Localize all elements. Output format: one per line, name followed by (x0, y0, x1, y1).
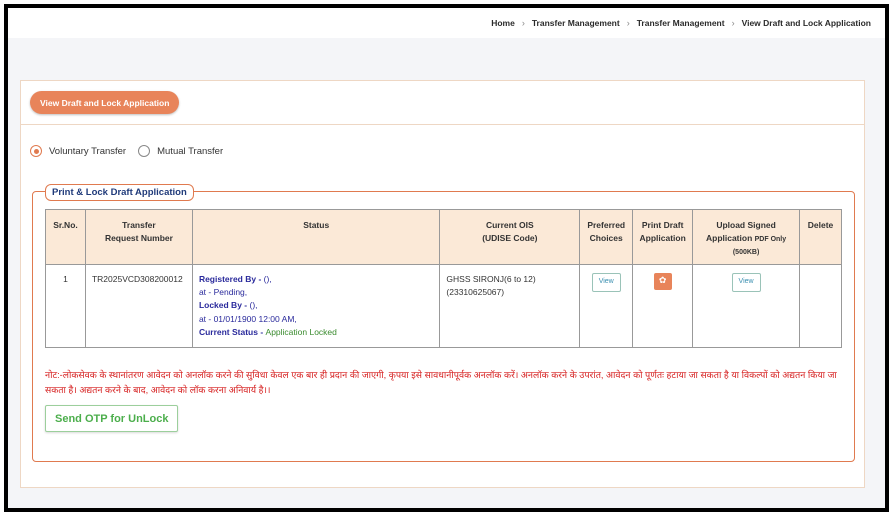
voluntary-transfer-radio[interactable] (30, 145, 42, 157)
cell-request-number: TR2025VCD308200012 (85, 265, 192, 348)
col-status: Status (192, 210, 439, 265)
send-otp-unlock-button[interactable]: Send OTP for UnLock (45, 405, 178, 432)
col-preferred-choices: Preferred Choices (580, 210, 633, 265)
view-draft-lock-button[interactable]: View Draft and Lock Application (30, 91, 179, 114)
table-header-row (46, 210, 842, 265)
section-legend: Print & Lock Draft Application (45, 184, 194, 201)
mutual-transfer-radio[interactable] (138, 145, 150, 157)
chevron-right-icon: › (626, 18, 630, 28)
cell-preferred-choices (580, 265, 633, 348)
voluntary-transfer-label[interactable]: Voluntary Transfer (49, 145, 127, 157)
unlock-note: नोट:-लोकसेवक के स्थानांतरण आवेदन को अनलॉक करने की सुविधा केवल एक बार ही प्रदान की जाएगी, कृपया इसे सावधानीपूर्वक अनलॉक करें। अनलॉक करने के उपरांत, आवेदन को पूर्णतः हटाया जा सकता है या विकल्पों को अद्यतन किया जा सकता है। अद्यतन करने के बाद, आवेदन को लॉक करना अनिवार्य है।। (45, 370, 837, 396)
cell-sr-no: 1 (46, 265, 86, 348)
current-status-label: Current Status - (198, 326, 266, 337)
cell-current-ois (440, 265, 580, 348)
col-sr-no: Sr.No. (46, 210, 86, 265)
table-row (46, 265, 842, 348)
cell-delete (799, 265, 841, 348)
col-upload-signed: Upload Signed Application PDF Only (500KB) (693, 210, 800, 265)
registered-by-value: (), (263, 274, 272, 284)
print-lock-section (32, 187, 855, 462)
breadcrumb-current: View Draft and Lock Application (741, 18, 871, 28)
print-draft-button[interactable] (654, 273, 672, 290)
registered-at: at - Pending, (198, 287, 248, 298)
application-table (45, 209, 842, 348)
gear-icon: ✿ (658, 275, 667, 285)
view-preferred-choices-button[interactable]: View (592, 273, 621, 292)
col-print-draft: Print Draft Application (633, 210, 693, 265)
cell-status (192, 265, 439, 348)
view-signed-application-button[interactable]: View (732, 273, 761, 292)
cell-upload-signed (693, 265, 800, 348)
col-current-ois: Current OIS (UDISE Code) (440, 210, 580, 265)
ois-school-name: GHSS SIRONJ(6 to 12) (446, 274, 536, 284)
breadcrumb-transfer-management[interactable]: Transfer Management (531, 18, 620, 28)
locked-at: at - 01/01/1900 12:00 AM, (198, 313, 297, 324)
locked-by-value: (), (249, 300, 258, 311)
cell-print-draft (633, 265, 693, 348)
breadcrumb-transfer-management-sub[interactable]: Transfer Management (636, 18, 725, 28)
ois-udise-code: (23310625067) (446, 287, 505, 298)
col-delete: Delete (799, 210, 841, 265)
locked-by-label: Locked By - (198, 300, 250, 311)
mutual-transfer-label[interactable]: Mutual Transfer (157, 145, 224, 157)
current-status-value: Application Locked (265, 326, 337, 337)
col-transfer-request: Transfer Request Number (85, 210, 192, 265)
app-window (4, 4, 889, 512)
breadcrumb-home[interactable]: Home (491, 18, 515, 28)
main-panel (20, 80, 865, 488)
top-bar (8, 8, 885, 38)
chevron-right-icon: › (731, 18, 735, 28)
registered-by-label: Registered By - (198, 274, 264, 284)
panel-header (21, 81, 864, 125)
transfer-type-radio-group (30, 145, 235, 157)
breadcrumb (491, 18, 871, 28)
chevron-right-icon: › (521, 18, 525, 28)
